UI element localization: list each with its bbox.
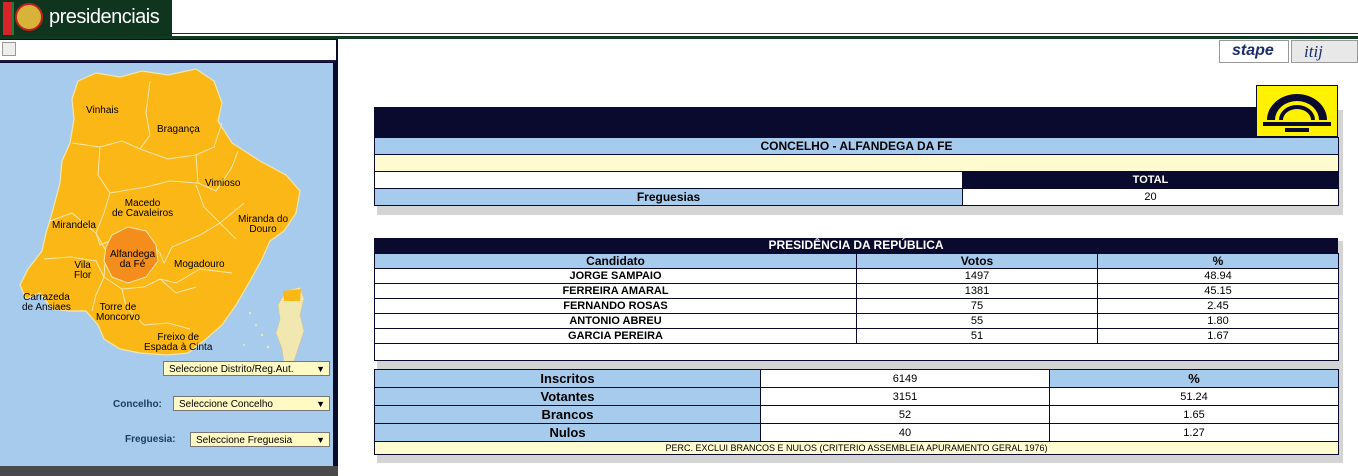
results-title: PRESIDÊNCIA DA REPÚBLICA xyxy=(374,238,1338,253)
inscritos-label: Inscritos xyxy=(375,370,761,388)
coat-of-arms-icon xyxy=(15,3,43,31)
candidate-name: FERREIRA AMARAL xyxy=(375,284,857,299)
freguesias-label: Freguesias xyxy=(375,189,963,206)
footnote: PERC. EXCLUI BRANCOS E NULOS (CRITERIO ASSEMBLEIA APURAMENTO GERAL 1976) xyxy=(375,442,1339,455)
chevron-down-icon: ▼ xyxy=(316,435,325,445)
election-emblem-icon xyxy=(1256,85,1338,137)
islands xyxy=(243,312,269,348)
itij-logo-text: itij xyxy=(1304,42,1323,61)
candidate-name: GARCIA PEREIRA xyxy=(375,329,857,344)
stats-pct-header: % xyxy=(1050,370,1339,388)
col-header-pct: % xyxy=(1098,254,1339,269)
stats-value: 40 xyxy=(761,424,1050,442)
results-spacer-row xyxy=(375,344,1339,361)
table-row xyxy=(375,329,1339,344)
table-row xyxy=(375,269,1339,284)
col-header-votos: Votos xyxy=(857,254,1098,269)
candidate-pct: 1.80 xyxy=(1098,314,1339,329)
table-row xyxy=(375,284,1339,299)
summary-header-bar xyxy=(374,107,1338,137)
map-label-braganca[interactable]: Bragança xyxy=(157,124,200,135)
candidate-name: FERNANDO ROSAS xyxy=(375,299,857,314)
concelho-select-value: Seleccione Concelho xyxy=(179,399,273,410)
table-row xyxy=(375,314,1339,329)
candidate-votes: 75 xyxy=(857,299,1098,314)
table-row xyxy=(375,406,1339,424)
map-label-vila-flor[interactable]: Vila Flor xyxy=(74,260,92,281)
summary-table xyxy=(374,137,1339,206)
candidate-pct: 45.15 xyxy=(1098,284,1339,299)
candidate-name: JORGE SAMPAIO xyxy=(375,269,857,284)
summary-spacer-row xyxy=(375,155,1339,172)
inscritos-value: 6149 xyxy=(761,370,1050,388)
candidate-votes: 1497 xyxy=(857,269,1098,284)
stats-pct: 1.65 xyxy=(1050,406,1339,424)
presidenciais-logo[interactable] xyxy=(0,0,172,37)
map-label-vimioso[interactable]: Vimioso xyxy=(205,178,241,189)
freguesias-value: 20 xyxy=(963,189,1339,206)
total-header: TOTAL xyxy=(963,172,1339,189)
candidate-pct: 1.67 xyxy=(1098,329,1339,344)
map-label-macedo-de-cavaleiros[interactable]: Macedo de Cavaleiros xyxy=(112,198,174,219)
table-row xyxy=(375,424,1339,442)
map-label-mogadouro[interactable]: Mogadouro xyxy=(174,259,225,270)
distrito-select[interactable] xyxy=(163,361,330,376)
logo-text: presidenciais xyxy=(49,6,160,28)
concelho-title: CONCELHO - ALFANDEGA DA FE xyxy=(375,138,1339,155)
portugal-flag-icon xyxy=(3,2,14,35)
results-table xyxy=(374,253,1339,361)
freguesia-label: Freguesia: xyxy=(125,434,176,445)
candidate-name: ANTONIO ABREU xyxy=(375,314,857,329)
concelho-label: Concelho: xyxy=(113,399,162,410)
chevron-down-icon: ▼ xyxy=(316,364,325,374)
table-row xyxy=(375,388,1339,406)
broken-image-icon xyxy=(2,42,16,56)
map-label-alfandega-da-fe[interactable]: Alfandega da Fé xyxy=(110,249,156,270)
map-panel xyxy=(0,63,333,466)
candidate-votes: 55 xyxy=(857,314,1098,329)
candidate-pct: 2.45 xyxy=(1098,299,1339,314)
col-header-candidato: Candidato xyxy=(375,254,857,269)
candidate-votes: 1381 xyxy=(857,284,1098,299)
stats-label: Votantes xyxy=(375,388,761,406)
stats-table xyxy=(374,369,1339,455)
stats-label: Nulos xyxy=(375,424,761,442)
map-label-miranda-do-douro[interactable]: Miranda do Douro xyxy=(238,214,289,235)
map-label-vinhais[interactable]: Vinhais xyxy=(86,105,119,116)
map-label-carrazeda-de-ansiaes[interactable]: Carrazeda de Ansiaes xyxy=(22,292,71,313)
broken-image-placeholder xyxy=(0,40,336,62)
stats-pct: 51.24 xyxy=(1050,388,1339,406)
candidate-votes: 51 xyxy=(857,329,1098,344)
stats-pct: 1.27 xyxy=(1050,424,1339,442)
map-label-mirandela[interactable]: Mirandela xyxy=(52,220,96,231)
chevron-down-icon: ▼ xyxy=(316,399,325,409)
summary-empty-cell xyxy=(375,172,963,189)
stats-value: 52 xyxy=(761,406,1050,424)
table-row xyxy=(375,299,1339,314)
stape-logo-text: stape xyxy=(1232,42,1274,59)
stats-value: 3151 xyxy=(761,388,1050,406)
itij-logo[interactable] xyxy=(1291,40,1358,63)
map-label-torre-de-moncorvo[interactable]: Torre de Moncorvo xyxy=(96,302,140,323)
distrito-select-value: Seleccione Distrito/Reg.Aut. xyxy=(169,364,294,375)
top-header xyxy=(0,0,1358,37)
map-label-freixo-de-espada-a-cinta[interactable]: Freixo de Espada à Cinta xyxy=(144,332,213,353)
concelho-select[interactable] xyxy=(173,396,330,411)
sidebar-footer-bar xyxy=(0,466,338,476)
header-divider xyxy=(172,33,1358,34)
locator-highlight xyxy=(283,289,301,301)
candidate-pct: 48.94 xyxy=(1098,269,1339,284)
stape-logo[interactable] xyxy=(1219,40,1289,63)
stats-label: Brancos xyxy=(375,406,761,424)
freguesia-select-value: Seleccione Freguesia xyxy=(196,435,293,446)
freguesia-select[interactable] xyxy=(190,432,330,447)
